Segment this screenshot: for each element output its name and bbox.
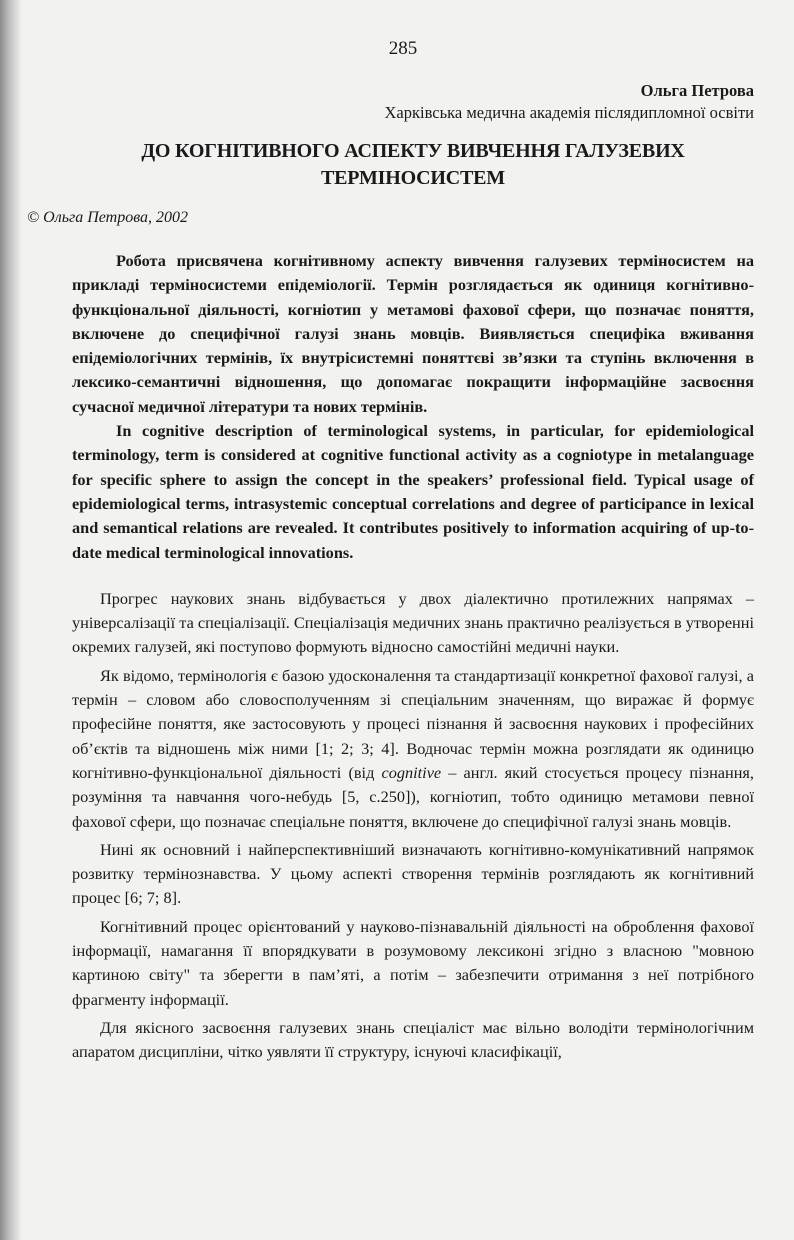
article-title-line-2: ТЕРМІНОСИСТЕМ xyxy=(321,167,505,189)
author-affiliation: Харківська медична академія післядипломної освіти xyxy=(384,103,754,122)
term-cognitive: cognitive xyxy=(381,762,442,782)
body-paragraph-2 xyxy=(72,664,754,834)
body-paragraph-3: Нині як основний і найперспективніший визначають когнітивно-комунікативний напрямок розвитку термінознавства. У цьому аспекті створення термінів розглядають як когнітивний процес [6; 7; 8]. xyxy=(72,839,754,908)
body-paragraph-2-part-a: Як відомо, термінологія є базою удосконалення та стандартизації конкретної фахової галузі, а термін – словом або словосполученням зі спеціальним значенням, що виражає й формує професійне поняття, яке застосовують у процесі пізнання й засвоєння наукових і професійних об’єктів та відношень між ними [1; 2; 3; 4]. Водночас термін можна розглядати як одиницю когнітивно-функціональної діяльності (від xyxy=(72,665,754,782)
author-block xyxy=(72,80,754,124)
journal-page xyxy=(27,38,754,1069)
copyright-notice: © Ольга Петрова, 2002 xyxy=(27,209,189,226)
abstract-english: In cognitive description of terminological systems, in particular, for epidemiological terminology, term is considered at cognitive functional activity as a cogniotype in metalanguage for specific sphere to assign the concept in the speakers’ professional field. Typical usage of epidemiological terms, intrasystemic conceptual correlations and degree of participance in lexical and semantical relations are revealed. It contributes positively to information acquiring of up-to-date medical terminological innovations. xyxy=(72,421,754,562)
body-paragraph-5: Для якісного засвоєння галузевих знань спеціаліст має вільно володіти термінологічним апаратом дисципліни, чітко уявляти її структуру, існуючі класифікації, xyxy=(72,1017,754,1062)
page-number: 285 xyxy=(388,38,418,59)
scan-edge-shadow xyxy=(0,0,22,1240)
article-title-line-1: ДО КОГНІТИВНОГО АСПЕКТУ ВИВЧЕННЯ ГАЛУЗЕВИХ xyxy=(141,140,685,162)
abstract xyxy=(72,249,754,565)
author-name: Ольга Петрова xyxy=(640,81,754,100)
abstract-ukrainian: Робота присвячена когнітивному аспекту вивчення галузевих терміносистем на прикладі терміносистеми епідеміології. Термін розглядається як одиниця когнітивно-функціональної діяльності, когніотип у метамові фахової сфери, що позначає поняття, включене до специфічної галузі знань мовців. Виявляється специфіка вживання епідеміологічних термінів, їх внутрісистемні поняттєві зв’язки та ступінь включення в лексико-семантичні відношення, що допомагає покращити інформаційне засвоєння сучасної медичної літератури та нових термінів. xyxy=(72,251,754,416)
body-paragraph-4: Когнітивний процес орієнтований у науково-пізнавальній діяльності на оброблення фахової інформації, намагання її впорядкувати в розумовому лексиконі згідно з власною "мовною картиною світу" та зберегти в пам’яті, а потім – забезпечити отримання з неї потрібного фрагменту інформації. xyxy=(72,916,754,1009)
body-paragraph-2-part-b: – англ. який стосується процесу пізнання, розуміння та навчання чого-небудь [5, с.250]), когніотип, тобто одиницю метамови певної фахової сфери, що позначає спеціальне поняття, включене до специфічної галузі знань мовців. xyxy=(72,762,754,831)
body-paragraph-1: Прогрес наукових знань відбувається у двох діалектично протилежних напрямах – універсалізації та спеціалізації. Спеціалізація медичних знань практично реалізується в утворенні окремих галузей, які поступово формують відносно самостійні медичні науки. xyxy=(72,588,754,657)
article-title xyxy=(72,138,754,192)
article-body xyxy=(72,587,754,1065)
